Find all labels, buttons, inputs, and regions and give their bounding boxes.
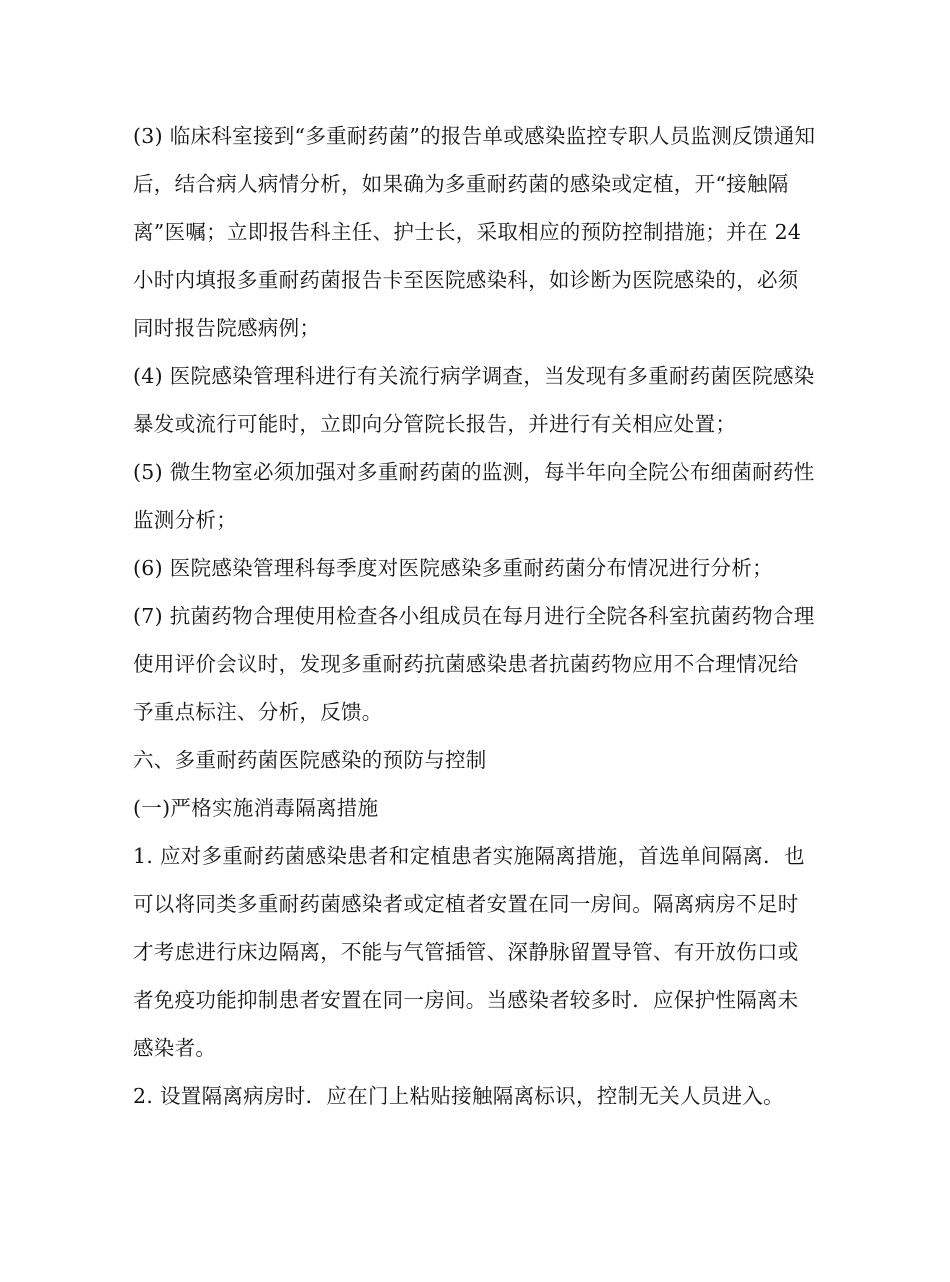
paragraph-item-6: (6) 医院感染管理科每季度对医院感染多重耐药菌分布情况进行分析； [133, 556, 773, 580]
section-heading-6: 六、多重耐药菌医院感染的预防与控制 [133, 748, 487, 772]
numbered-item-1: 1. 应对多重耐药菌感染患者和定植患者实施隔离措施，首选单间隔离．也可以将同类多重耐药菌感染者或定植者安置在同一房间。隔离病房不足时才考虑进行床边隔离，不能与气管插管、深静脉留置导管、有开放伤口或者免疫功能抑制患者安置在同一房间。当感染者较多时．应保护性隔离未感染者。 [133, 844, 805, 1060]
paragraph-item-4: (4) 医院感染管理科进行有关流行病学调查，当发现有多重耐药菌医院感染暴发或流行可能时，立即向分管院长报告，并进行有关相应处置； [133, 364, 815, 436]
document-body [133, 112, 818, 1120]
subsection-heading-1: (一)严格实施消毒隔离措施 [133, 796, 379, 820]
paragraph-item-5: (5) 微生物室必须加强对多重耐药菌的监测，每半年向全院公布细菌耐药性监测分析； [133, 460, 815, 532]
paragraph-item-7: (7) 抗菌药物合理使用检查各小组成员在每月进行全院各科室抗菌药物合理使用评价会议时，发现多重耐药抗菌感染患者抗菌药物应用不合理情况给予重点标注、分析，反馈。 [133, 604, 815, 724]
numbered-item-2: 2. 设置隔离病房时．应在门上粘贴接触隔离标识，控制无关人员进入。 [133, 1084, 784, 1108]
paragraph-item-3: (3) 临床科室接到“多重耐药菌”的报告单或感染监控专职人员监测反馈通知后，结合病人病情分析，如果确为多重耐药菌的感染或定植，开“接触隔离”医嘱；立即报告科主任、护士长，采取相应的预防控制措施；并在 24 小时内填报多重耐药菌报告卡至医院感染科，如诊断为医院感染的，必须同时报告院感病例； [133, 124, 816, 340]
